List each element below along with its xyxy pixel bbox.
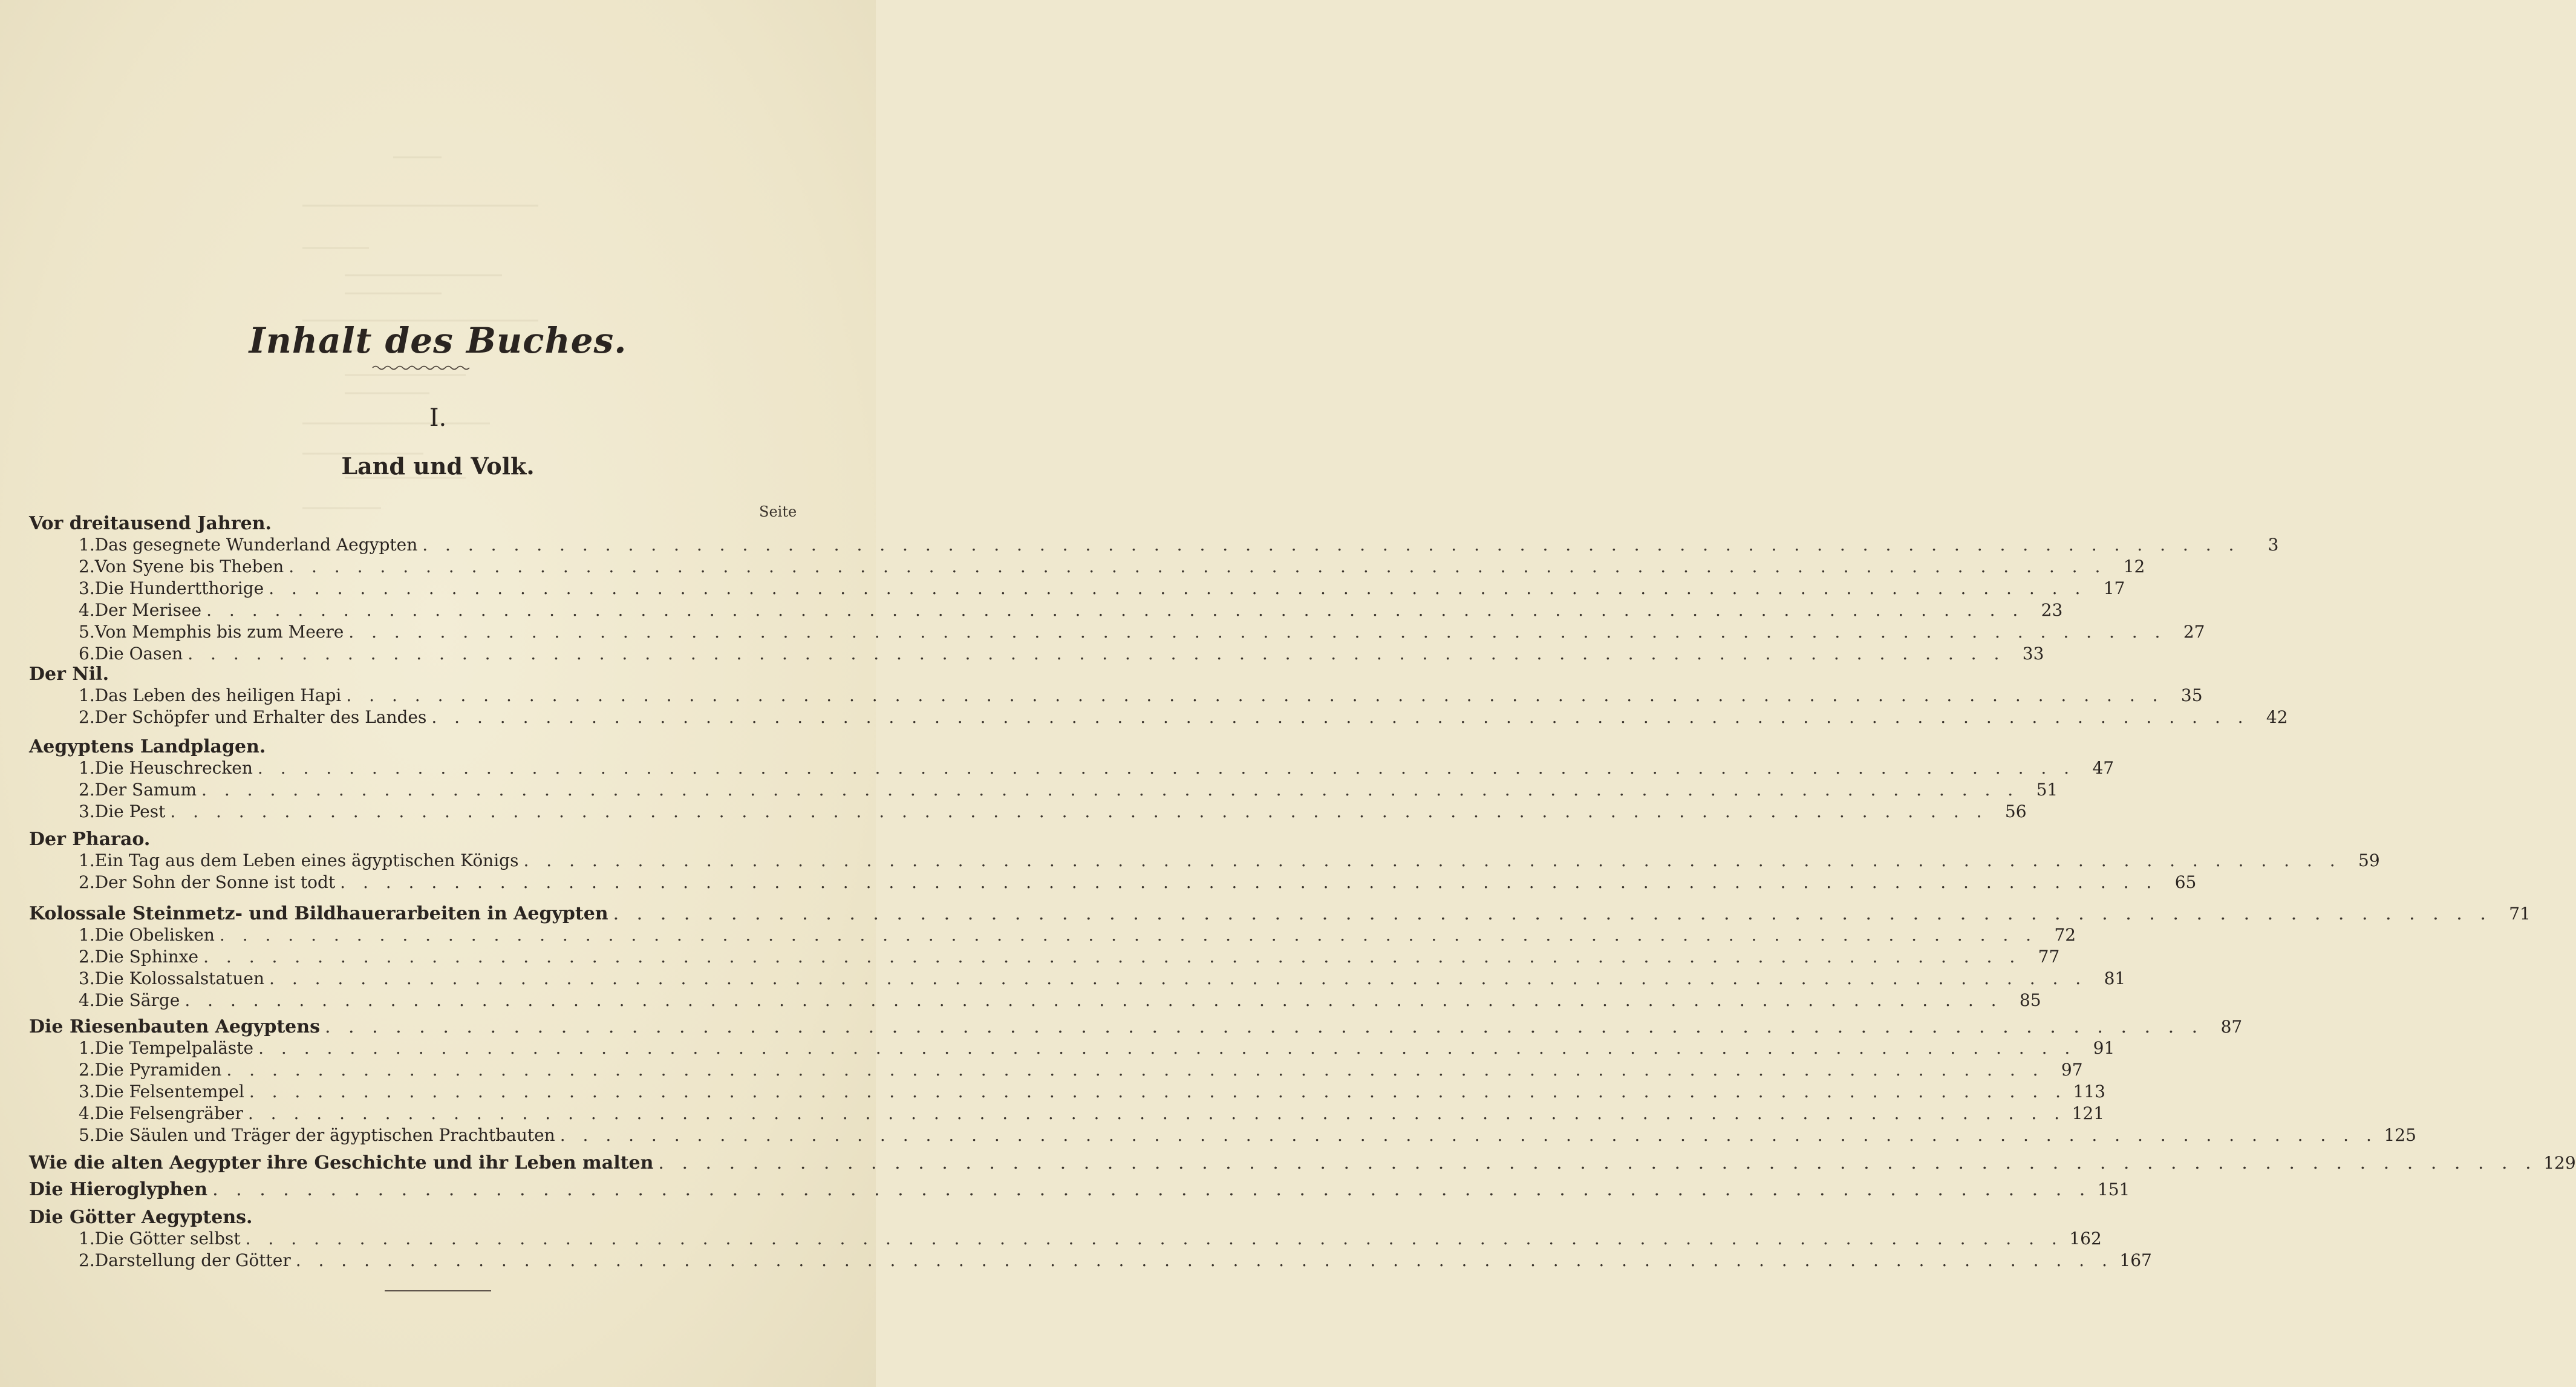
leader-dots: . . . . . . . . . . . . . . . . . . . . . . . . . . . . . . . . . . . . . . . . . . . . . . . . . . . . . . . . . . . . . . . . . . . . . . . . . . . . . . . . — [346, 685, 2164, 705]
entry-page-number: 77 — [2038, 947, 2060, 967]
entry-title: Darstellung der Götter — [94, 1250, 291, 1270]
leader-dots: . . . . . . . . . . . . . . . . . . . . . . . . . . . . . . . . . . . . . . . . . . . . . . . . . . . . . . . . . . . . . . . . . . . . . . . . . . . . . . . . — [203, 947, 2021, 967]
toc-section-heading[interactable] — [29, 829, 791, 850]
entry-number: 1. — [79, 1229, 95, 1248]
title-ornament-icon — [373, 364, 469, 371]
entry-title: Der Merisee — [94, 600, 202, 620]
entry-page-number: 81 — [2104, 968, 2126, 988]
toc-entry[interactable] — [79, 968, 2126, 988]
entry-number: 2. — [79, 947, 95, 967]
entry-title: Die Hundertthorige — [94, 578, 264, 598]
toc-entry[interactable] — [79, 1082, 2105, 1101]
entry-title: Die Oasen — [94, 644, 183, 664]
section-title: Die Riesenbauten Aegyptens — [29, 1016, 320, 1037]
entry-title: Der Sohn der Sonne ist todt — [94, 872, 336, 892]
leader-dots: . . . . . . . . . . . . . . . . . . . . . . . . . . . . . . . . . . . . . . . . . . . . . . . . . . . . . . . . . . . . . . . . . . . . . . . . . . . . . . . . — [219, 925, 2038, 945]
section-title: Wie die alten Aegypter ihre Geschichte und ihr Leben malten — [29, 1152, 654, 1173]
page-column-header: Seite — [759, 503, 797, 520]
entry-title: Die Kolossalstatuen — [94, 968, 265, 988]
entry-page-number: 27 — [2183, 622, 2205, 642]
leader-dots: . . . . . . . . . . . . . . . . . . . . . . . . . . . . . . . . . . . . . . . . . . . . . . . . . . . . . . . . . . . . . . . . . . . . . . . . . . . . . . . . — [422, 535, 2240, 555]
entry-number: 1. — [79, 758, 95, 778]
entry-number: 3. — [79, 801, 95, 821]
leader-dots: . . . . . . . . . . . . . . . . . . . . . . . . . . . . . . . . . . . . . . . . . . . . . . . . . . . . . . . . . . . . . . . . . . . . . . . . . . . . . . . . — [348, 622, 2167, 642]
toc-entry[interactable] — [79, 780, 2058, 800]
toc-entry[interactable] — [79, 872, 2197, 892]
entry-page-number: 85 — [2019, 990, 2041, 1010]
entry-title: Die Tempelpaläste — [94, 1038, 254, 1058]
toc-section-heading[interactable] — [29, 664, 791, 685]
toc-entry[interactable] — [79, 1060, 2083, 1080]
entry-page-number: 162 — [2069, 1229, 2102, 1248]
toc-entry[interactable] — [79, 850, 2380, 870]
entry-number: 3. — [79, 1082, 95, 1101]
entry-number: 3. — [79, 578, 95, 598]
entry-title: Die Obelisken — [94, 925, 215, 945]
toc-entry[interactable] — [79, 1229, 2102, 1248]
leader-dots: . . . . . . . . . . . . . . . . . . . . . . . . . . . . . . . . . . . . . . . . . . . . . . . . . . . . . . . . . . . . . . . . . . . . . . . . . . . . . . . . — [324, 1016, 2204, 1037]
entry-title: Ein Tag aus dem Leben eines ägyptischen Königs — [94, 850, 519, 870]
leader-dots: . . . . . . . . . . . . . . . . . . . . . . . . . . . . . . . . . . . . . . . . . . . . . . . . . . . . . . . . . . . . . . . . . . . . . . . . . . . . . . . . — [247, 1103, 2066, 1123]
section-page-number: 87 — [2220, 1017, 2243, 1037]
entry-title: Der Samum — [94, 780, 197, 800]
leader-dots: . . . . . . . . . . . . . . . . . . . . . . . . . . . . . . . . . . . . . . . . . . . . . . . . . . . . . . . . . . . . . . . . . . . . . . . . . . . . . . . . — [269, 578, 2087, 598]
entry-page-number: 65 — [2174, 872, 2197, 892]
toc-entry[interactable] — [79, 801, 2027, 821]
toc-entry[interactable] — [79, 990, 2041, 1010]
section-title: Kolossale Steinmetz- und Bildhauerarbeiten in Aegypten — [29, 903, 608, 924]
part-number: I. — [429, 404, 447, 432]
section-title: Der Nil. — [29, 664, 109, 685]
leader-dots: . . . . . . . . . . . . . . . . . . . . . . . . . . . . . . . . . . . . . . . . . . . . . . . . . . . . . . . . . . . . . . . . . . . . . . . . . . . . . . . . — [258, 1038, 2076, 1058]
leader-dots: . . . . . . . . . . . . . . . . . . . . . . . . . . . . . . . . . . . . . . . . . . . . . . . . . . . . . . . . . . . . . . . . . . . . . . . . . . . . . . . . — [613, 903, 2492, 924]
entry-page-number: 72 — [2054, 925, 2076, 945]
entry-number: 2. — [79, 872, 95, 892]
toc-entry[interactable] — [79, 1250, 2152, 1270]
section-page-number: 151 — [2097, 1180, 2130, 1199]
part-title: Land und Volk. — [341, 452, 535, 480]
toc-entry[interactable] — [79, 1125, 2416, 1145]
leader-dots: . . . . . . . . . . . . . . . . . . . . . . . . . . . . . . . . . . . . . . . . . . . . . . . . . . . . . . . . . . . . . . . . . . . . . . . . . . . . . . . . — [249, 1082, 2067, 1101]
entry-title: Die Säulen und Träger der ägyptischen Prachtbauten — [94, 1125, 555, 1145]
toc-entry[interactable] — [79, 622, 2205, 642]
entry-page-number: 125 — [2384, 1125, 2416, 1145]
toc-entry[interactable] — [79, 758, 2115, 778]
leader-dots: . . . . . . . . . . . . . . . . . . . . . . . . . . . . . . . . . . . . . . . . . . . . . . . . . . . . . . . . . . . . . . . . . . . . . . . . . . . . . . . . — [245, 1229, 2063, 1248]
entry-number: 1. — [79, 925, 95, 945]
entry-number: 4. — [79, 600, 95, 620]
toc-section-heading[interactable] — [29, 1152, 2576, 1173]
toc-entry[interactable] — [79, 600, 2063, 620]
entry-number: 1. — [79, 850, 95, 870]
leader-dots: . . . . . . . . . . . . . . . . . . . . . . . . . . . . . . . . . . . . . . . . . . . . . . . . . . . . . . . . . . . . . . . . . . . . . . . . . . . . . . . . — [269, 968, 2087, 988]
entry-page-number: 33 — [2022, 644, 2044, 664]
section-page-number: 71 — [2509, 904, 2531, 924]
entry-number: 1. — [79, 535, 95, 555]
entry-page-number: 59 — [2358, 850, 2380, 870]
section-title: Aegyptens Landplagen. — [29, 736, 266, 757]
entry-number: 4. — [79, 990, 95, 1010]
entry-title: Die Pest — [94, 801, 166, 821]
toc-section-heading[interactable] — [29, 736, 791, 757]
toc-entry[interactable] — [79, 535, 2279, 555]
leader-dots: . . . . . . . . . . . . . . . . . . . . . . . . . . . . . . . . . . . . . . . . . . . . . . . . . . . . . . . . . . . . . . . . . . . . . . . . . . . . . . . . — [658, 1152, 2537, 1173]
entry-title: Von Memphis bis zum Meere — [94, 622, 344, 642]
section-title: Der Pharao. — [29, 829, 151, 850]
entry-title: Das Leben des heiligen Hapi — [94, 685, 342, 705]
toc-entry[interactable] — [79, 644, 2044, 664]
toc-entry[interactable] — [79, 685, 2203, 705]
entry-page-number: 167 — [2119, 1250, 2152, 1270]
entry-title: Die Pyramiden — [94, 1060, 222, 1080]
bottom-divider — [385, 1290, 491, 1291]
entry-number: 5. — [79, 1125, 95, 1145]
entry-title: Die Särge — [94, 990, 180, 1010]
entry-title: Die Heuschrecken — [94, 758, 253, 778]
page-title: Inhalt des Buches. — [249, 319, 627, 361]
toc-section-heading[interactable] — [29, 903, 2531, 924]
entry-title: Das gesegnete Wunderland Aegypten — [94, 535, 418, 555]
entry-page-number: 42 — [2266, 707, 2288, 727]
leader-dots: . . . . . . . . . . . . . . . . . . . . . . . . . . . . . . . . . . . . . . . . . . . . . . . . . . . . . . . . . . . . . . . . . . . . . . . . . . . . . . . . — [184, 990, 2003, 1010]
toc-section-heading[interactable] — [29, 513, 791, 534]
section-title: Die Hieroglyphen — [29, 1179, 208, 1200]
entry-page-number: 97 — [2061, 1060, 2083, 1080]
toc-entry[interactable] — [79, 1103, 2105, 1123]
entry-page-number: 47 — [2092, 758, 2115, 778]
toc-section-heading[interactable] — [29, 1207, 791, 1228]
leader-dots: . . . . . . . . . . . . . . . . . . . . . . . . . . . . . . . . . . . . . . . . . . . . . . . . . . . . . . . . . . . . . . . . . . . . . . . . . . . . . . . . — [289, 556, 2107, 576]
entry-page-number: 3 — [2268, 535, 2279, 555]
entry-title: Die Felsengräber — [94, 1103, 243, 1123]
toc-entry[interactable] — [79, 947, 2060, 967]
leader-dots: . . . . . . . . . . . . . . . . . . . . . . . . . . . . . . . . . . . . . . . . . . . . . . . . . . . . . . . . . . . . . . . . . . . . . . . . . . . . . . . . — [295, 1250, 2113, 1270]
entry-page-number: 35 — [2180, 685, 2203, 705]
leader-dots: . . . . . . . . . . . . . . . . . . . . . . . . . . . . . . . . . . . . . . . . . . . . . . . . . . . . . . . . . . . . . . . . . . . . . . . . . . . . . . . . — [559, 1125, 2378, 1145]
entry-number: 2. — [79, 1250, 95, 1270]
entry-number: 4. — [79, 1103, 95, 1123]
toc-entry[interactable] — [79, 556, 2145, 576]
entry-page-number: 12 — [2123, 556, 2145, 576]
entry-page-number: 91 — [2093, 1038, 2115, 1058]
leader-dots: . . . . . . . . . . . . . . . . . . . . . . . . . . . . . . . . . . . . . . . . . . . . . . . . . . . . . . . . . . . . . . . . . . . . . . . . . . . . . . . . — [431, 707, 2249, 727]
leader-dots: . . . . . . . . . . . . . . . . . . . . . . . . . . . . . . . . . . . . . . . . . . . . . . . . . . . . . . . . . . . . . . . . . . . . . . . . . . . . . . . . — [523, 850, 2341, 870]
section-title: Vor dreitausend Jahren. — [29, 513, 272, 534]
leader-dots: . . . . . . . . . . . . . . . . . . . . . . . . . . . . . . . . . . . . . . . . . . . . . . . . . . . . . . . . . . . . . . . . . . . . . . . . . . . . . . . . — [187, 644, 2006, 664]
leader-dots: . . . . . . . . . . . . . . . . . . . . . . . . . . . . . . . . . . . . . . . . . . . . . . . . . . . . . . . . . . . . . . . . . . . . . . . . . . . . . . . . — [212, 1179, 2092, 1200]
entry-page-number: 51 — [2036, 780, 2058, 800]
toc-entry[interactable] — [79, 1038, 2115, 1058]
entry-number: 3. — [79, 968, 95, 988]
entry-number: 5. — [79, 622, 95, 642]
entry-title: Die Felsentempel — [94, 1082, 244, 1101]
leader-dots: . . . . . . . . . . . . . . . . . . . . . . . . . . . . . . . . . . . . . . . . . . . . . . . . . . . . . . . . . . . . . . . . . . . . . . . . . . . . . . . . — [340, 872, 2158, 892]
toc-entry[interactable] — [79, 925, 2076, 945]
leader-dots: . . . . . . . . . . . . . . . . . . . . . . . . . . . . . . . . . . . . . . . . . . . . . . . . . . . . . . . . . . . . . . . . . . . . . . . . . . . . . . . . — [226, 1060, 2044, 1080]
entry-title: Der Schöpfer und Erhalter des Landes — [94, 707, 427, 727]
entry-title: Die Götter selbst — [94, 1229, 241, 1248]
leader-dots: . . . . . . . . . . . . . . . . . . . . . . . . . . . . . . . . . . . . . . . . . . . . . . . . . . . . . . . . . . . . . . . . . . . . . . . . . . . . . . . . — [201, 780, 2020, 800]
section-title: Die Götter Aegyptens. — [29, 1207, 253, 1228]
entry-number: 6. — [79, 644, 95, 664]
leader-dots: . . . . . . . . . . . . . . . . . . . . . . . . . . . . . . . . . . . . . . . . . . . . . . . . . . . . . . . . . . . . . . . . . . . . . . . . . . . . . . . . — [170, 801, 1988, 821]
entry-page-number: 113 — [2073, 1082, 2105, 1101]
toc-entry[interactable] — [79, 707, 2288, 727]
leader-dots: . . . . . . . . . . . . . . . . . . . . . . . . . . . . . . . . . . . . . . . . . . . . . . . . . . . . . . . . . . . . . . . . . . . . . . . . . . . . . . . . — [206, 600, 2024, 620]
entry-page-number: 23 — [2041, 600, 2063, 620]
entry-number: 2. — [79, 1060, 95, 1080]
entry-number: 2. — [79, 707, 95, 727]
entry-number: 2. — [79, 780, 95, 800]
entry-number: 2. — [79, 556, 95, 576]
toc-section-heading[interactable] — [29, 1016, 2243, 1037]
entry-page-number: 56 — [2004, 801, 2027, 821]
toc-entry[interactable] — [79, 578, 2125, 598]
entry-page-number: 121 — [2072, 1103, 2105, 1123]
section-page-number: 129 — [2543, 1153, 2576, 1173]
toc-section-heading[interactable] — [29, 1179, 2130, 1200]
entry-page-number: 17 — [2103, 578, 2125, 598]
entry-number: 1. — [79, 685, 95, 705]
entry-title: Die Sphinxe — [94, 947, 199, 967]
entry-title: Von Syene bis Theben — [94, 556, 284, 576]
leader-dots: . . . . . . . . . . . . . . . . . . . . . . . . . . . . . . . . . . . . . . . . . . . . . . . . . . . . . . . . . . . . . . . . . . . . . . . . . . . . . . . . — [257, 758, 2076, 778]
entry-number: 1. — [79, 1038, 95, 1058]
